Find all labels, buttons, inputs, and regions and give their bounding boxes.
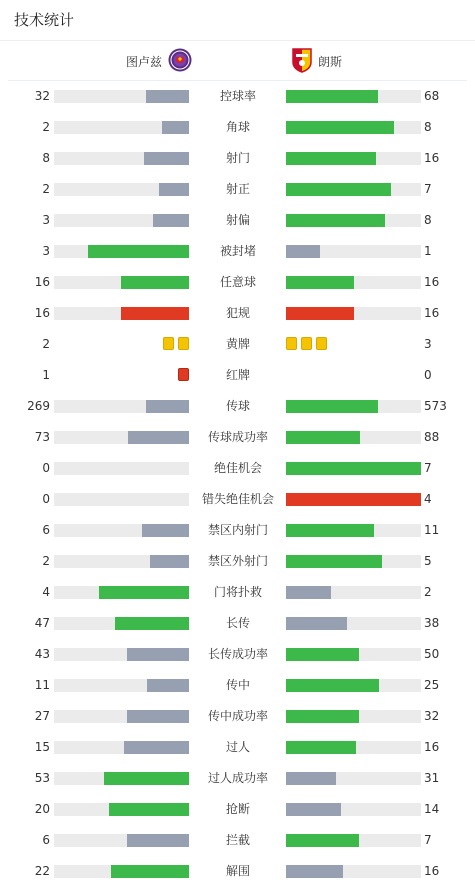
away-stat-value: 5	[424, 554, 432, 568]
stat-row	[0, 732, 475, 763]
home-stat-bar-fill	[162, 121, 189, 134]
home-stat-bar-fill	[128, 431, 189, 444]
home-stat-bar-fill	[127, 648, 189, 661]
away-stat-bar	[286, 307, 421, 320]
stat-label: 黄牌	[225, 337, 250, 351]
stat-row	[0, 329, 475, 360]
home-stat-bar-fill	[147, 679, 189, 692]
stat-row	[0, 298, 475, 329]
home-stat-bar-fill	[146, 400, 189, 413]
stat-label: 解围	[225, 864, 250, 878]
away-stat-value: 16	[424, 740, 440, 754]
stat-label: 传球	[225, 399, 250, 413]
home-stat-value: 1	[42, 368, 50, 382]
home-stat-value: 2	[42, 337, 50, 351]
stat-row	[0, 422, 475, 453]
stat-row	[0, 856, 475, 887]
away-stat-bar-fill	[286, 648, 359, 661]
away-stat-bar-fill	[286, 710, 359, 723]
away-stat-bar-fill	[286, 90, 378, 103]
home-stat-value: 0	[42, 492, 50, 506]
home-stat-bar	[54, 586, 189, 599]
stat-label: 门将扑救	[213, 585, 262, 599]
home-stat-value: 11	[34, 678, 50, 692]
stat-label: 长传成功率	[207, 647, 268, 661]
away-stat-bar	[286, 183, 421, 196]
stat-label: 控球率	[219, 89, 256, 103]
away-stat-bar	[286, 524, 421, 537]
home-stat-value: 15	[34, 740, 50, 754]
home-stat-value: 2	[42, 554, 50, 568]
teams-header	[0, 46, 475, 76]
home-stat-bar-fill	[150, 555, 189, 568]
away-stat-bar	[286, 121, 421, 134]
home-stat-bar	[54, 121, 189, 134]
stat-row	[0, 267, 475, 298]
stat-row	[0, 763, 475, 794]
stat-label: 任意球	[219, 275, 256, 289]
yellow-card-icon	[316, 337, 327, 350]
away-stat-bar	[286, 679, 421, 692]
away-stat-bar-fill	[286, 741, 356, 754]
home-stat-value: 53	[34, 771, 50, 785]
home-stat-bar	[54, 431, 189, 444]
away-stat-bar-fill	[286, 431, 360, 444]
stat-row	[0, 81, 475, 112]
away-stat-bar	[286, 214, 421, 227]
stat-label: 禁区内射门	[207, 523, 268, 537]
home-team-name: 图卢兹	[126, 54, 163, 69]
stat-label: 红牌	[225, 368, 250, 382]
home-stat-value: 3	[42, 244, 50, 258]
home-stat-bar	[54, 710, 189, 723]
home-stat-bar	[54, 152, 189, 165]
stat-row	[0, 825, 475, 856]
stat-label: 禁区外射门	[207, 554, 268, 568]
yellow-card-icon	[301, 337, 312, 350]
away-stat-value: 32	[424, 709, 440, 723]
away-stat-bar	[286, 648, 421, 661]
home-stat-bar	[54, 741, 189, 754]
home-stat-bar	[54, 803, 189, 816]
yellow-card-icon	[286, 337, 297, 350]
stat-label: 错失绝佳机会	[201, 492, 274, 506]
stat-label: 射偏	[225, 213, 250, 227]
home-stat-bar-fill	[127, 710, 189, 723]
home-stat-bar	[54, 679, 189, 692]
home-stat-value: 16	[34, 275, 50, 289]
home-stat-bar	[54, 865, 189, 878]
home-stat-bar	[54, 617, 189, 630]
home-stat-value: 6	[42, 833, 50, 847]
away-stat-bar-fill	[286, 276, 354, 289]
home-stat-bar-fill	[99, 586, 189, 599]
home-stat-value: 22	[34, 864, 50, 878]
away-stat-bar-fill	[286, 524, 374, 537]
home-stat-value: 47	[34, 616, 50, 630]
home-team[interactable]	[126, 46, 192, 76]
home-stat-bar-fill	[124, 741, 189, 754]
home-stat-bar-fill	[88, 245, 189, 258]
away-stat-bar-fill	[286, 772, 336, 785]
away-stat-bar-fill	[286, 834, 359, 847]
home-stat-bar	[54, 648, 189, 661]
away-stat-value: 14	[424, 802, 440, 816]
home-stat-value: 4	[42, 585, 50, 599]
away-stat-value: 68	[424, 89, 440, 103]
home-stat-value: 43	[34, 647, 50, 661]
away-stat-bar	[286, 617, 421, 630]
away-stat-value: 3	[424, 337, 432, 351]
header-divider	[0, 40, 475, 41]
home-stat-bar-fill	[127, 834, 189, 847]
home-stat-value: 27	[34, 709, 50, 723]
away-stat-value: 88	[424, 430, 440, 444]
stat-row	[0, 577, 475, 608]
stat-row	[0, 143, 475, 174]
home-stat-bar-fill	[121, 307, 189, 320]
away-stat-bar-fill	[286, 183, 391, 196]
away-stat-value: 1	[424, 244, 432, 258]
home-stat-bar	[54, 276, 189, 289]
away-cards	[286, 337, 327, 352]
away-stat-value: 7	[424, 833, 432, 847]
stat-row	[0, 484, 475, 515]
away-stat-bar-fill	[286, 493, 421, 506]
home-stat-bar	[54, 307, 189, 320]
stat-label: 射正	[225, 182, 250, 196]
away-stat-bar	[286, 400, 421, 413]
away-stat-bar	[286, 803, 421, 816]
stat-row	[0, 670, 475, 701]
home-stat-bar	[54, 524, 189, 537]
away-stat-bar-fill	[286, 462, 421, 475]
home-stat-value: 2	[42, 182, 50, 196]
stat-row	[0, 701, 475, 732]
away-stat-value: 4	[424, 492, 432, 506]
away-stat-bar	[286, 431, 421, 444]
yellow-card-icon	[163, 337, 174, 350]
away-stat-bar-fill	[286, 555, 382, 568]
home-stat-bar-fill	[142, 524, 189, 537]
away-stat-value: 25	[424, 678, 440, 692]
stat-label: 传中	[225, 678, 250, 692]
stat-row	[0, 608, 475, 639]
away-stat-bar	[286, 710, 421, 723]
home-stat-value: 32	[34, 89, 50, 103]
stat-row	[0, 391, 475, 422]
stat-row	[0, 205, 475, 236]
away-stat-bar	[286, 772, 421, 785]
home-stat-value: 16	[34, 306, 50, 320]
away-stat-bar-fill	[286, 586, 331, 599]
home-stat-bar-fill	[109, 803, 189, 816]
away-stat-bar-fill	[286, 214, 385, 227]
red-card-icon	[178, 368, 189, 381]
away-stat-bar	[286, 555, 421, 568]
away-stat-bar-fill	[286, 803, 341, 816]
away-stat-bar	[286, 245, 421, 258]
stat-row	[0, 236, 475, 267]
away-stat-bar-fill	[286, 617, 347, 630]
stat-label: 射门	[225, 151, 250, 165]
away-stat-bar	[286, 741, 421, 754]
home-cards	[163, 337, 189, 352]
away-stat-value: 16	[424, 864, 440, 878]
away-stat-bar	[286, 152, 421, 165]
home-stat-bar-fill	[104, 772, 189, 785]
home-stat-bar-fill	[153, 214, 189, 227]
home-stat-value: 269	[27, 399, 50, 413]
stat-row	[0, 639, 475, 670]
home-stat-value: 0	[42, 461, 50, 475]
away-team[interactable]	[292, 46, 342, 76]
home-stat-bar-fill	[121, 276, 189, 289]
yellow-card-icon	[178, 337, 189, 350]
stat-row	[0, 515, 475, 546]
stat-label: 角球	[225, 120, 250, 134]
home-stat-bar	[54, 90, 189, 103]
stat-label: 长传	[225, 616, 250, 630]
stat-row	[0, 794, 475, 825]
away-stat-bar	[286, 865, 421, 878]
away-stat-value: 16	[424, 306, 440, 320]
away-stat-bar-fill	[286, 400, 378, 413]
home-stat-value: 8	[42, 151, 50, 165]
stat-label: 拦截	[225, 833, 250, 847]
toulouse-crest-icon	[168, 48, 192, 75]
stat-row	[0, 360, 475, 391]
away-stat-value: 7	[424, 461, 432, 475]
away-stat-value: 573	[424, 399, 447, 413]
away-stat-value: 0	[424, 368, 432, 382]
home-stat-value: 2	[42, 120, 50, 134]
away-stat-value: 16	[424, 275, 440, 289]
home-stat-bar	[54, 183, 189, 196]
away-stat-value: 38	[424, 616, 440, 630]
stat-row	[0, 174, 475, 205]
away-stat-bar	[286, 90, 421, 103]
home-stat-value: 6	[42, 523, 50, 537]
home-stat-bar-fill	[144, 152, 189, 165]
lens-crest-icon	[292, 47, 312, 76]
home-stat-bar	[54, 214, 189, 227]
stats-list	[0, 81, 475, 887]
stat-label: 犯规	[225, 306, 250, 320]
away-team-name: 朗斯	[318, 54, 343, 69]
page-title: 技术统计	[14, 11, 75, 29]
home-stat-bar-fill	[111, 865, 189, 878]
home-stat-bar	[54, 493, 189, 506]
away-stat-value: 8	[424, 120, 432, 134]
away-stat-value: 11	[424, 523, 440, 537]
home-stat-value: 3	[42, 213, 50, 227]
away-stat-bar-fill	[286, 121, 394, 134]
away-stat-bar-fill	[286, 152, 376, 165]
stat-label: 过人	[225, 740, 250, 754]
away-stat-bar-fill	[286, 245, 320, 258]
away-stat-bar	[286, 493, 421, 506]
away-stat-bar	[286, 462, 421, 475]
home-cards	[178, 368, 189, 383]
stat-label: 抢断	[225, 802, 250, 816]
home-stat-bar	[54, 400, 189, 413]
stat-row	[0, 112, 475, 143]
home-stat-bar	[54, 834, 189, 847]
home-stat-value: 73	[34, 430, 50, 444]
away-stat-value: 50	[424, 647, 440, 661]
away-stat-value: 16	[424, 151, 440, 165]
stat-label: 绝佳机会	[213, 461, 262, 475]
home-stat-bar	[54, 245, 189, 258]
away-stat-value: 8	[424, 213, 432, 227]
home-stat-bar	[54, 555, 189, 568]
away-stat-bar-fill	[286, 307, 354, 320]
stat-label: 传中成功率	[207, 709, 268, 723]
away-stat-value: 2	[424, 585, 432, 599]
home-stat-value: 20	[34, 802, 50, 816]
stat-label: 被封堵	[219, 244, 256, 258]
home-stat-bar-fill	[115, 617, 189, 630]
stat-label: 过人成功率	[207, 771, 268, 785]
away-stat-value: 7	[424, 182, 432, 196]
away-stat-bar	[286, 586, 421, 599]
home-stat-bar	[54, 772, 189, 785]
away-stat-value: 31	[424, 771, 440, 785]
away-stat-bar-fill	[286, 865, 343, 878]
stat-row	[0, 546, 475, 577]
stat-row	[0, 453, 475, 484]
away-stat-bar	[286, 276, 421, 289]
home-stat-bar-fill	[146, 90, 189, 103]
stat-label: 传球成功率	[207, 430, 268, 444]
home-stat-bar-fill	[159, 183, 189, 196]
away-stat-bar-fill	[286, 679, 379, 692]
away-stat-bar	[286, 834, 421, 847]
home-stat-bar	[54, 462, 189, 475]
